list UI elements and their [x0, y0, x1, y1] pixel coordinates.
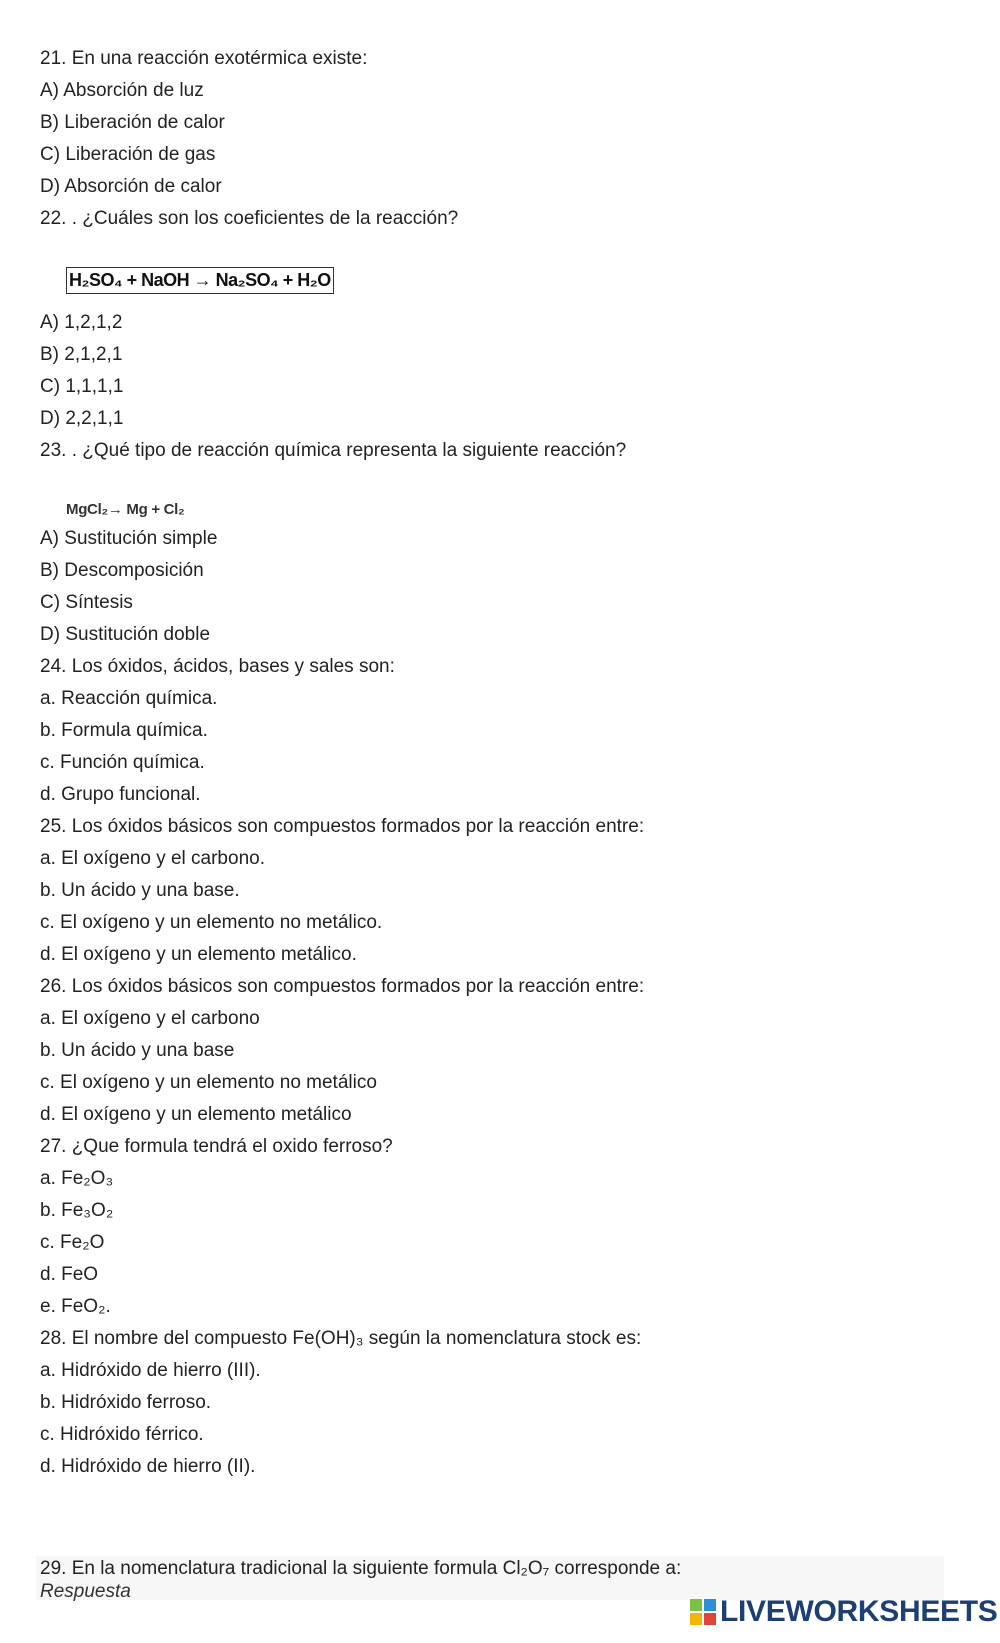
option-21-c[interactable]: C) Liberación de gas: [40, 144, 216, 165]
option-28-a[interactable]: a. Hidróxido de hierro (III).: [40, 1360, 261, 1381]
option-26-c[interactable]: c. El oxígeno y un elemento no metálico: [40, 1072, 377, 1093]
option-21-d[interactable]: D) Absorción de calor: [40, 176, 222, 197]
option-22-d[interactable]: D) 2,2,1,1: [40, 408, 124, 429]
option-26-a[interactable]: a. El oxígeno y el carbono: [40, 1008, 260, 1029]
option-23-b[interactable]: B) Descomposición: [40, 560, 204, 581]
option-22-c[interactable]: C) 1,1,1,1: [40, 376, 124, 397]
option-24-b[interactable]: b. Formula química.: [40, 720, 208, 741]
option-27-c[interactable]: c. Fe₂O: [40, 1232, 105, 1253]
option-27-a[interactable]: a. Fe₂O₃: [40, 1168, 114, 1189]
option-27-e[interactable]: e. FeO₂.: [40, 1296, 111, 1317]
option-27-b[interactable]: b. Fe₃O₂: [40, 1200, 114, 1221]
option-24-d[interactable]: d. Grupo funcional.: [40, 784, 201, 805]
question-21: 21. En una reacción exotérmica existe:: [40, 48, 368, 69]
reaction-formula-23: MgCl₂→ Mg + Cl₂: [66, 501, 185, 518]
option-25-d[interactable]: d. El oxígeno y un elemento metálico.: [40, 944, 357, 965]
question-29: 29. En la nomenclatura tradicional la siguiente formula Cl₂O₇ corresponde a:: [40, 1558, 682, 1579]
question-26: 26. Los óxidos básicos son compuestos formados por la reacción entre:: [40, 976, 645, 997]
liveworksheets-logo-icon: [690, 1599, 716, 1625]
option-26-d[interactable]: d. El oxígeno y un elemento metálico: [40, 1104, 352, 1125]
option-24-a[interactable]: a. Reacción química.: [40, 688, 218, 709]
option-24-c[interactable]: c. Función química.: [40, 752, 205, 773]
question-23: 23. . ¿Qué tipo de reacción química representa la siguiente reacción?: [40, 440, 627, 461]
option-28-d[interactable]: d. Hidróxido de hierro (II).: [40, 1456, 256, 1477]
option-23-d[interactable]: D) Sustitución doble: [40, 624, 211, 645]
option-22-b[interactable]: B) 2,1,2,1: [40, 344, 123, 365]
question-22: 22. . ¿Cuáles son los coeficientes de la reacción?: [40, 208, 459, 229]
option-28-b[interactable]: b. Hidróxido ferroso.: [40, 1392, 212, 1413]
option-27-d[interactable]: d. FeO: [40, 1264, 99, 1285]
answer-input-29[interactable]: [40, 1581, 640, 1603]
option-28-c[interactable]: c. Hidróxido férrico.: [40, 1424, 204, 1445]
question-27: 27. ¿Que formula tendrá el oxido ferroso?: [40, 1136, 393, 1157]
option-25-c[interactable]: c. El oxígeno y un elemento no metálico.: [40, 912, 383, 933]
option-26-b[interactable]: b. Un ácido y una base: [40, 1040, 235, 1061]
option-25-b[interactable]: b. Un ácido y una base.: [40, 880, 240, 901]
question-24: 24. Los óxidos, ácidos, bases y sales son:: [40, 656, 395, 677]
option-23-a[interactable]: A) Sustitución simple: [40, 528, 218, 549]
brand-name: LIVEWORKSHEETS: [720, 1595, 998, 1628]
option-25-a[interactable]: a. El oxígeno y el carbono.: [40, 848, 265, 869]
option-21-b[interactable]: B) Liberación de calor: [40, 112, 225, 133]
option-22-a[interactable]: A) 1,2,1,2: [40, 312, 123, 333]
option-23-c[interactable]: C) Síntesis: [40, 592, 133, 613]
question-25: 25. Los óxidos básicos son compuestos formados por la reacción entre:: [40, 816, 645, 837]
liveworksheets-logo: [690, 1597, 998, 1627]
reaction-formula-22: H₂SO₄ + NaOH → Na₂SO₄ + H₂O: [66, 267, 334, 294]
option-21-a[interactable]: A) Absorción de luz: [40, 80, 204, 101]
question-28: 28. El nombre del compuesto Fe(OH)₃ según la nomenclatura stock es:: [40, 1328, 642, 1349]
